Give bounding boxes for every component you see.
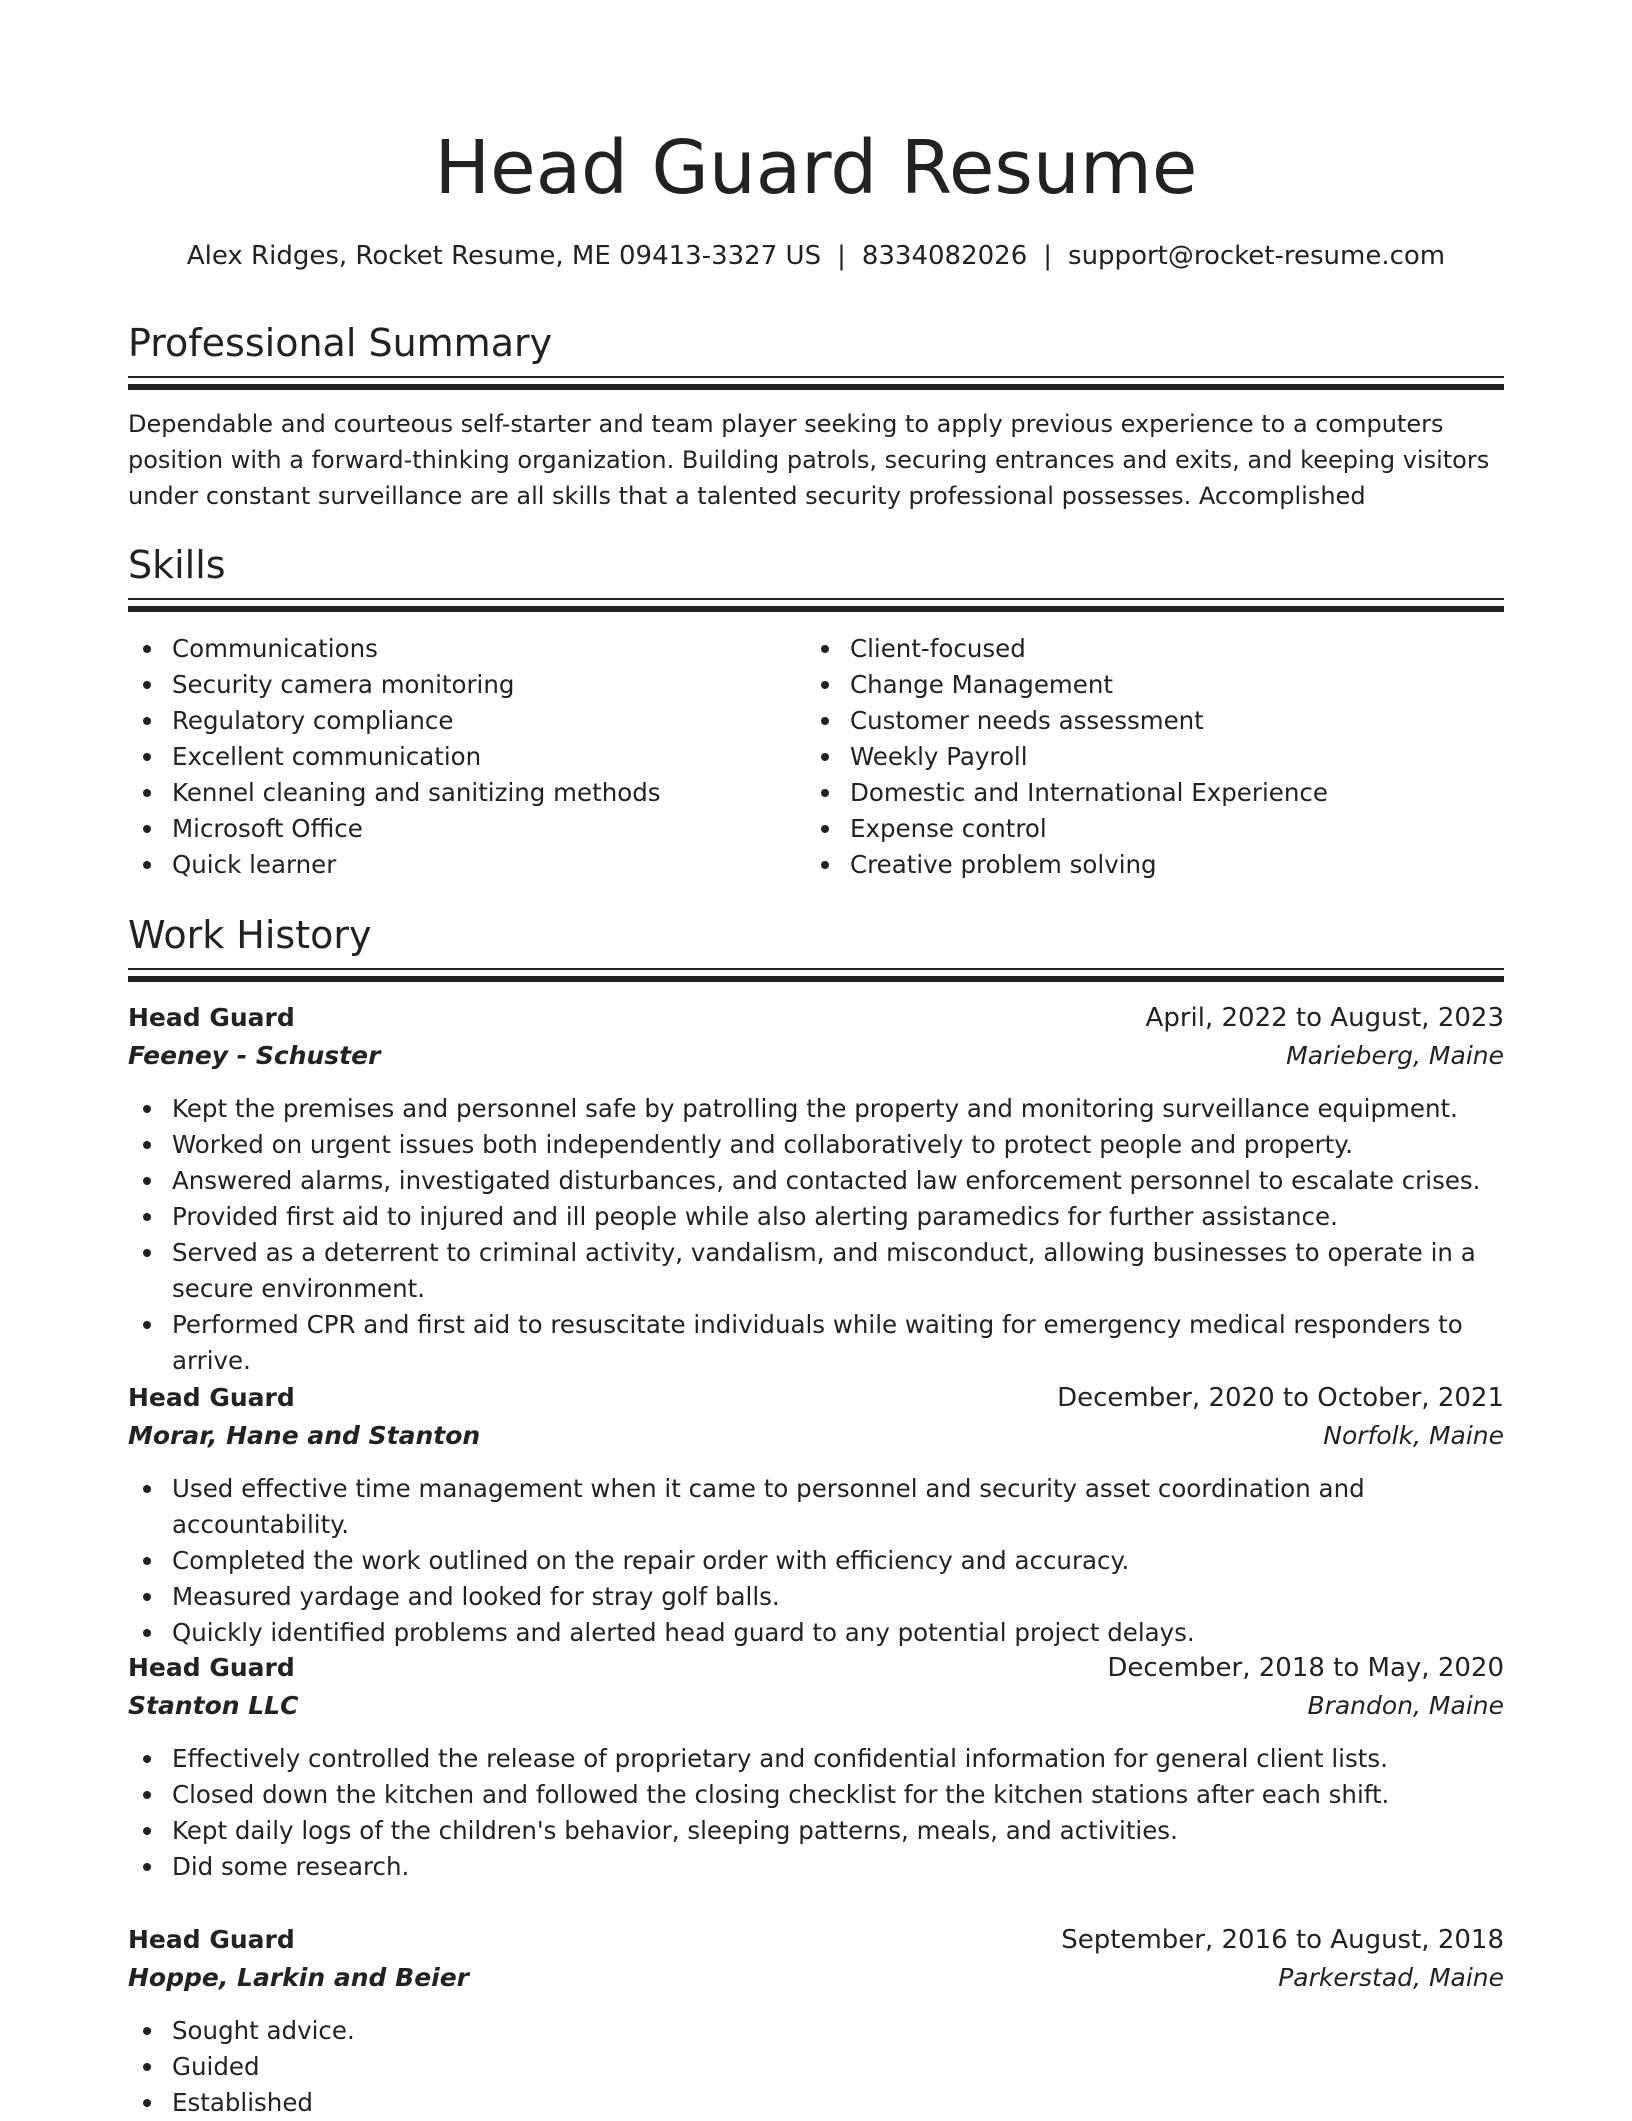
- job-title: Head Guard: [128, 1383, 295, 1412]
- job-bullets: [128, 1741, 1504, 1885]
- work-history-heading: Work History: [128, 913, 372, 957]
- skill-item: Expense control: [806, 811, 1466, 847]
- skills-list-right: [806, 631, 1466, 883]
- skills-list-left: [128, 631, 788, 883]
- contact-line: [128, 238, 1504, 274]
- job-bullet: Served as a deterrent to criminal activity, vandalism, and misconduct, allowing businesses to operate in a secure environment.: [128, 1235, 1504, 1307]
- job-bullet: Completed the work outlined on the repair order with efficiency and accuracy.: [128, 1543, 1504, 1579]
- skill-item: Kennel cleaning and sanitizing methods: [128, 775, 788, 811]
- section-divider: [128, 598, 1504, 612]
- contact-phone: 8334082026: [861, 241, 1028, 271]
- job-bullet: Kept the premises and personnel safe by patrolling the property and monitoring surveillance equipment.: [128, 1091, 1504, 1127]
- skill-item: Security camera monitoring: [128, 667, 788, 703]
- job-bullet: Guided: [128, 2049, 1504, 2085]
- job-bullets: [128, 2013, 1504, 2121]
- job-bullet: Worked on urgent issues both independently and collaboratively to protect people and property.: [128, 1127, 1504, 1163]
- job-entry: [128, 1649, 1504, 1885]
- job-bullet: Sought advice.: [128, 2013, 1504, 2049]
- skill-item: Client-focused: [806, 631, 1466, 667]
- job-entry: [128, 1379, 1504, 1651]
- skill-item: Excellent communication: [128, 739, 788, 775]
- job-bullets: [128, 1091, 1504, 1379]
- contact-separator: |: [837, 241, 846, 271]
- job-dates: December, 2018 to May, 2020: [1107, 1653, 1504, 1683]
- section-divider: [128, 968, 1504, 982]
- job-location: Norfolk, Maine: [1323, 1421, 1504, 1450]
- skill-item: Regulatory compliance: [128, 703, 788, 739]
- job-location: Marieberg, Maine: [1286, 1041, 1504, 1070]
- skill-item: Quick learner: [128, 847, 788, 883]
- job-bullet: Used effective time management when it came to personnel and security asset coordination and accountability.: [128, 1471, 1504, 1543]
- skill-item: Communications: [128, 631, 788, 667]
- skill-item: Customer needs assessment: [806, 703, 1466, 739]
- job-bullet: Performed CPR and first aid to resuscitate individuals while waiting for emergency medical responders to arrive.: [128, 1307, 1504, 1379]
- skill-item: Weekly Payroll: [806, 739, 1466, 775]
- job-bullet: Provided first aid to injured and ill people while also alerting paramedics for further assistance.: [128, 1199, 1504, 1235]
- job-bullet: Quickly identified problems and alerted head guard to any potential project delays.: [128, 1615, 1504, 1651]
- job-entry: [128, 999, 1504, 1379]
- job-company: Hoppe, Larkin and Beier: [128, 1963, 470, 1992]
- job-bullet: Closed down the kitchen and followed the closing checklist for the kitchen stations after each shift.: [128, 1777, 1504, 1813]
- contact-email: support@rocket-resume.com: [1068, 241, 1446, 271]
- job-dates: December, 2020 to October, 2021: [1057, 1383, 1504, 1413]
- job-company: Morar, Hane and Stanton: [128, 1421, 481, 1450]
- skills-heading: Skills: [128, 543, 226, 587]
- job-title: Head Guard: [128, 1653, 295, 1682]
- job-bullet: Established: [128, 2085, 1504, 2121]
- job-dates: September, 2016 to August, 2018: [1061, 1925, 1504, 1955]
- job-bullets: [128, 1471, 1504, 1651]
- job-dates: April, 2022 to August, 2023: [1145, 1003, 1504, 1033]
- contact-separator: |: [1043, 241, 1053, 271]
- summary-heading: Professional Summary: [128, 321, 553, 365]
- job-location: Parkerstad, Maine: [1278, 1963, 1504, 1992]
- job-company: Feeney - Schuster: [128, 1041, 381, 1070]
- job-bullet: Kept daily logs of the children's behavior, sleeping patterns, meals, and activities.: [128, 1813, 1504, 1849]
- job-bullet: Effectively controlled the release of proprietary and confidential information for general client lists.: [128, 1741, 1504, 1777]
- resume-title: Head Guard Resume: [434, 125, 1198, 211]
- summary-text: Dependable and courteous self-starter and team player seeking to apply previous experience to a computers position with a forward-thinking organization. Building patrols, securing entrances and exits, and keeping visitors under constant surveillance are all skills that a talented security professional possesses. Accomplished: [128, 410, 1490, 510]
- skill-item: Microsoft Office: [128, 811, 788, 847]
- section-divider: [128, 376, 1504, 390]
- job-bullet: Answered alarms, investigated disturbances, and contacted law enforcement personnel to escalate crises.: [128, 1163, 1504, 1199]
- job-location: Brandon, Maine: [1307, 1691, 1504, 1720]
- job-company: Stanton LLC: [128, 1691, 299, 1720]
- job-title: Head Guard: [128, 1003, 295, 1032]
- skill-item: Change Management: [806, 667, 1466, 703]
- job-title: Head Guard: [128, 1925, 295, 1954]
- job-bullet: Did some research.: [128, 1849, 1504, 1885]
- skill-item: Domestic and International Experience: [806, 775, 1466, 811]
- job-entry: [128, 1921, 1504, 2121]
- skill-item: Creative problem solving: [806, 847, 1466, 883]
- contact-address: Alex Ridges, Rocket Resume, ME 09413-3327 US: [186, 241, 822, 271]
- job-bullet: Measured yardage and looked for stray golf balls.: [128, 1579, 1504, 1615]
